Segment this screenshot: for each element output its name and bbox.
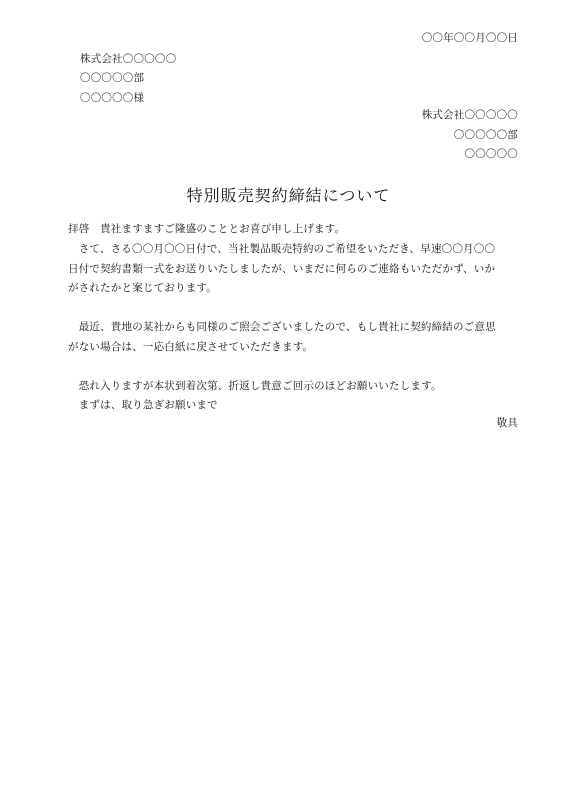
body-line: 恐れ入りますが本状到着次第、折返し貴意ご回示のほどお願いいたします。 <box>68 380 442 392</box>
letter-date: 〇〇年〇〇月〇〇日 <box>421 32 518 44</box>
body-line: 最近、貴地の某社からも同様のご照会ございましたので、もし貴社に契約締結のご意思 <box>68 321 496 333</box>
body-line: がない場合は、一応白紙に戻させていただきます。 <box>68 341 314 353</box>
recipient-company: 株式会社〇〇〇〇〇 <box>80 53 177 65</box>
letter-title: 特別販売契約締結について <box>186 186 391 205</box>
sender-company: 株式会社〇〇〇〇〇 <box>421 109 518 121</box>
closing-phrase: 敬具 <box>496 417 518 429</box>
body-line: 拝啓 貴社ますますご隆盛のこととお喜び申し上げます。 <box>68 223 346 235</box>
recipient-department: 〇〇〇〇〇部 <box>80 72 145 84</box>
sender-department: 〇〇〇〇〇部 <box>453 129 518 141</box>
body-line: さて、さる〇〇月〇〇日付で、当社製品販売特約のご希望をいただき、早速〇〇月〇〇 <box>68 243 496 255</box>
body-line: まずは、取り急ぎお願いまで <box>68 399 218 411</box>
body-line: がされたかと案じております。 <box>68 282 217 294</box>
recipient-person: 〇〇〇〇〇様 <box>80 92 145 104</box>
sender-person: 〇〇〇〇〇 <box>464 148 518 160</box>
body-line: 日付で契約書類一式をお送りいたしましたが、いまだに何らのご連絡もいただかず、いか <box>68 263 496 275</box>
